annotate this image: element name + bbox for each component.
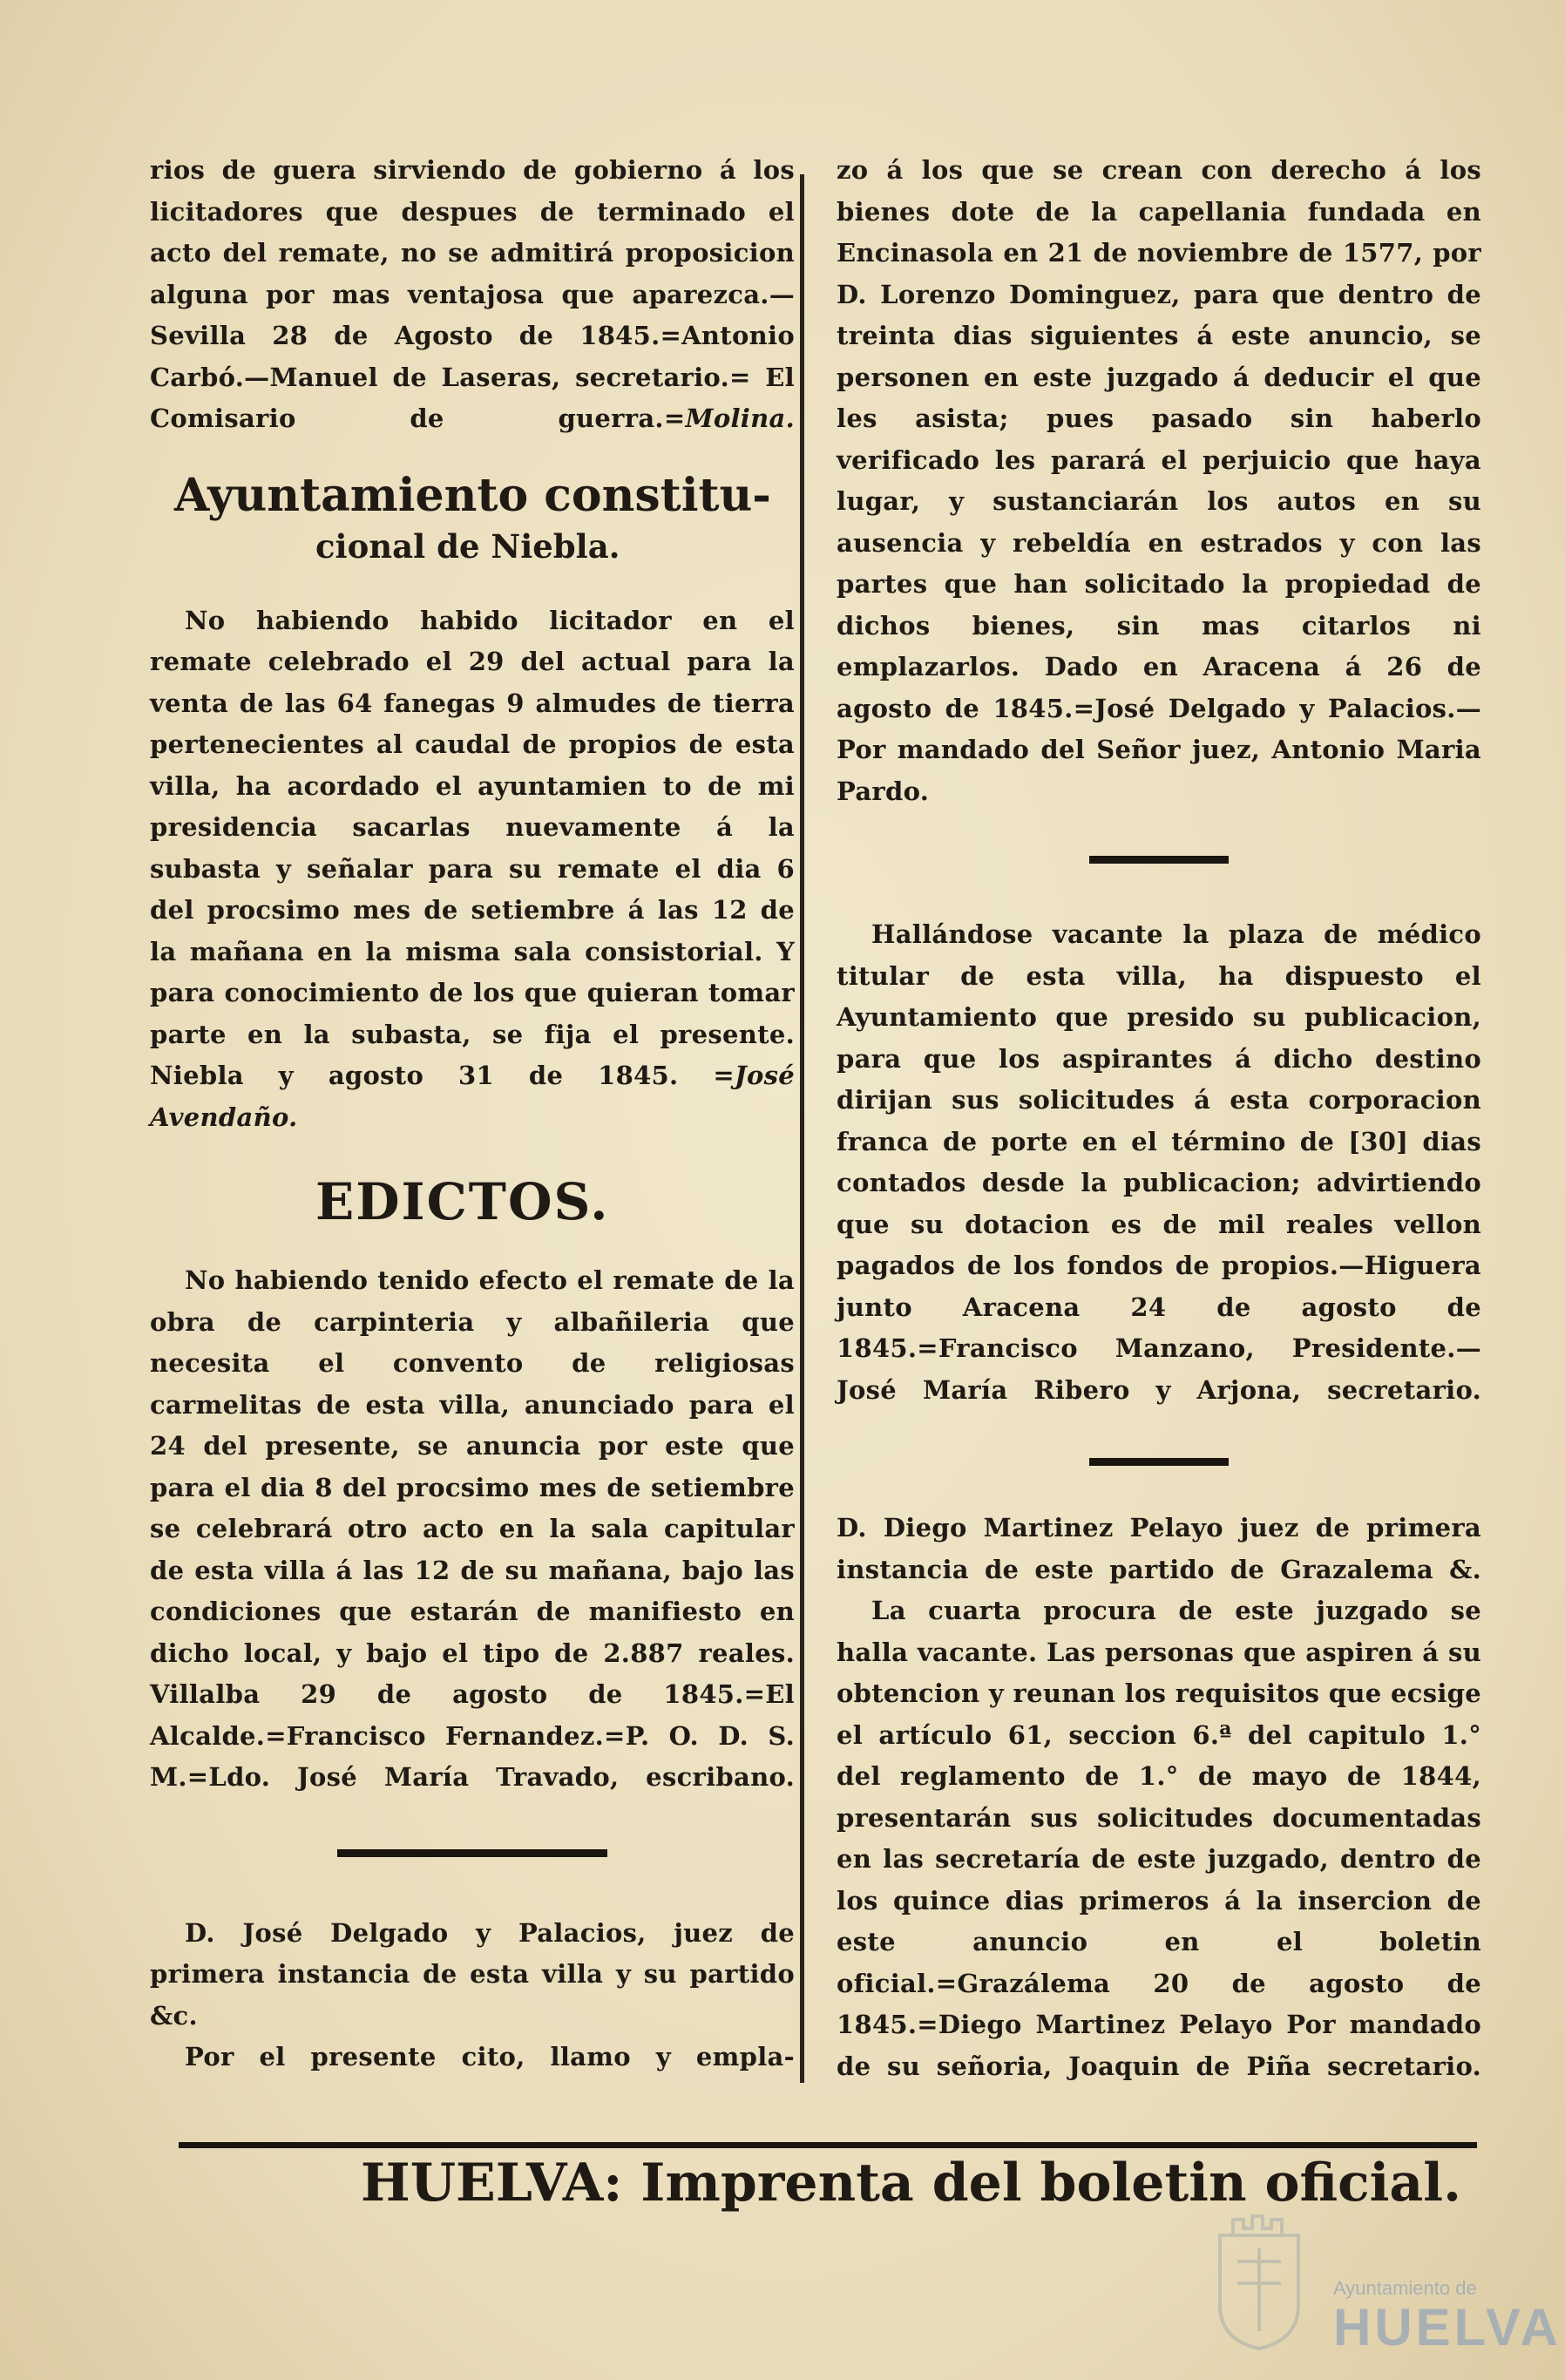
signature-avendano: =José Avendaño. [150, 1061, 795, 1132]
heading-niebla: cional de Niebla. [315, 526, 620, 566]
signature-molina: Molina. [685, 403, 795, 433]
left-column [150, 150, 795, 2078]
heading-edictos: EDICTOS. [315, 1172, 610, 1231]
watermark-big-text: HUELVA [1333, 2298, 1562, 2356]
notice-grazalema-header: D. Diego Martinez Pelayo juez de primera instancia de este partido de Grazalema &. [837, 1513, 1481, 1584]
footer-imprint: HUELVA: Imprenta del boletin oficial. [361, 2153, 1461, 2214]
notice-villalba: No habiendo tenido efecto el remate de la obra de carpinteria y albañileria que necesita el convento de religiosas carmelitas de esta villa, anunciado para el 24 del presente, se anuncia por este que para el dia 8 del procsimo mes de setiembre se celebrará otro acto en la sala capitular de esta villa á las 12 de su mañana, bajo las condiciones que estarán de manifiesto en dicho local, y bajo el tipo de 2.887 reales. Villalba 29 de agosto de 1845.=El Alcalde.=Francisco Fernandez.=P. O. D. S. M.=Ldo. José María Travado, escribano. [150, 1265, 795, 1792]
watermark-ayuntamiento [1333, 2279, 1562, 2354]
notice-aracena-header: D. José Delgado y Palacios, juez de primera instancia de esta villa y su partido &c. [150, 1917, 795, 2031]
footer-rule [179, 2142, 1477, 2148]
notice-aracena-start: Por el presente cito, llamo y empla- [185, 2042, 795, 2071]
right-column [837, 150, 1481, 2087]
notice-sevilla: rios de guera sirviendo de gobierno á los licitadores que despues de terminado el acto del remate, no se admitirá proposicion alguna por mas ventajosa que aparezca.— Sevilla 28 de Agosto de 1845.=Antonio Carbó.—Manuel de Laseras, secretario.= El Comisario de guerra.=Molina. [150, 155, 795, 433]
section-rule [1089, 1458, 1229, 1466]
column-divider [800, 174, 804, 2083]
notice-grazalema: La cuarta procura de este juzgado se halla vacante. Las personas que aspiren á su obtencion y reunan los requisitos que ecsige el artículo 61, seccion 6.ª del capitulo 1.° del reglamento de 1.° de mayo de 1844, presentarán sus solicitudes documentadas en las secretaría de este juzgado, dentro de los quince dias primeros á la insercion de este anuncio en el boletin oficial.=Grazálema 20 de agosto de 1845.=Diego Martinez Pelayo Por mandado de su señoria, Joaquin de Piña secretario. [837, 1596, 1481, 2081]
section-rule [337, 1849, 607, 1857]
notice-higuera: Hallándose vacante la plaza de médico titular de esta villa, ha dispuesto el Ayuntamiento que presido su publicacion, para que los aspirantes á dicho destino dirijan sus solicitudes á esta corporacion franca de porte en el término de [30] dias contados desde la publicacion; advirtiendo que su dotacion es de mil reales vellon pagados de los fondos de propios.—Higuera junto Aracena 24 de agosto de 1845.=Francisco Manzano, Presidente.—José María Ribero y Arjona, secretario. [837, 919, 1481, 1405]
heading-ayuntamiento: Ayuntamiento constitu- [174, 468, 771, 522]
notice-niebla: No habiendo habido licitador en el remate celebrado el 29 del actual para la venta de las 64 fanegas 9 almudes de tierra pertenecientes al caudal de propios de esta villa, ha acordado el ayuntamien to de mi presidencia sacarlas nuevamente á la subasta y señalar para su remate el dia 6 del procsimo mes de setiembre á las 12 de la mañana en la misma sala consistorial. Y para conocimiento de los que quieran tomar parte en la subasta, se fija el presente. Niebla y agosto 31 de 1845. =José Avendaño. [150, 605, 795, 1132]
watermark-small-text: Ayuntamiento de [1333, 2277, 1477, 2299]
notice-aracena-cont: zo á los que se crean con derecho á los bienes dote de la capellania fundada en Encinasola en 21 de noviembre de 1577, por D. Lorenzo Dominguez, para que dentro de treinta dias siguientes á este anuncio, se personen en este juzgado á deducir el que les asista; pues pasado sin haberlo verificado les parará el perjuicio que haya lugar, y sustanciarán los autos en su ausencia y rebeldía en estrados y con las partes que han solicitado la propiedad de dichos bienes, sin mas citarlos ni emplazarlos. Dado en Aracena á 26 de agosto de 1845.=José Delgado y Palacios.— Por mandado del Señor juez, Antonio Maria Pardo. [837, 155, 1481, 806]
section-rule [1089, 856, 1229, 864]
